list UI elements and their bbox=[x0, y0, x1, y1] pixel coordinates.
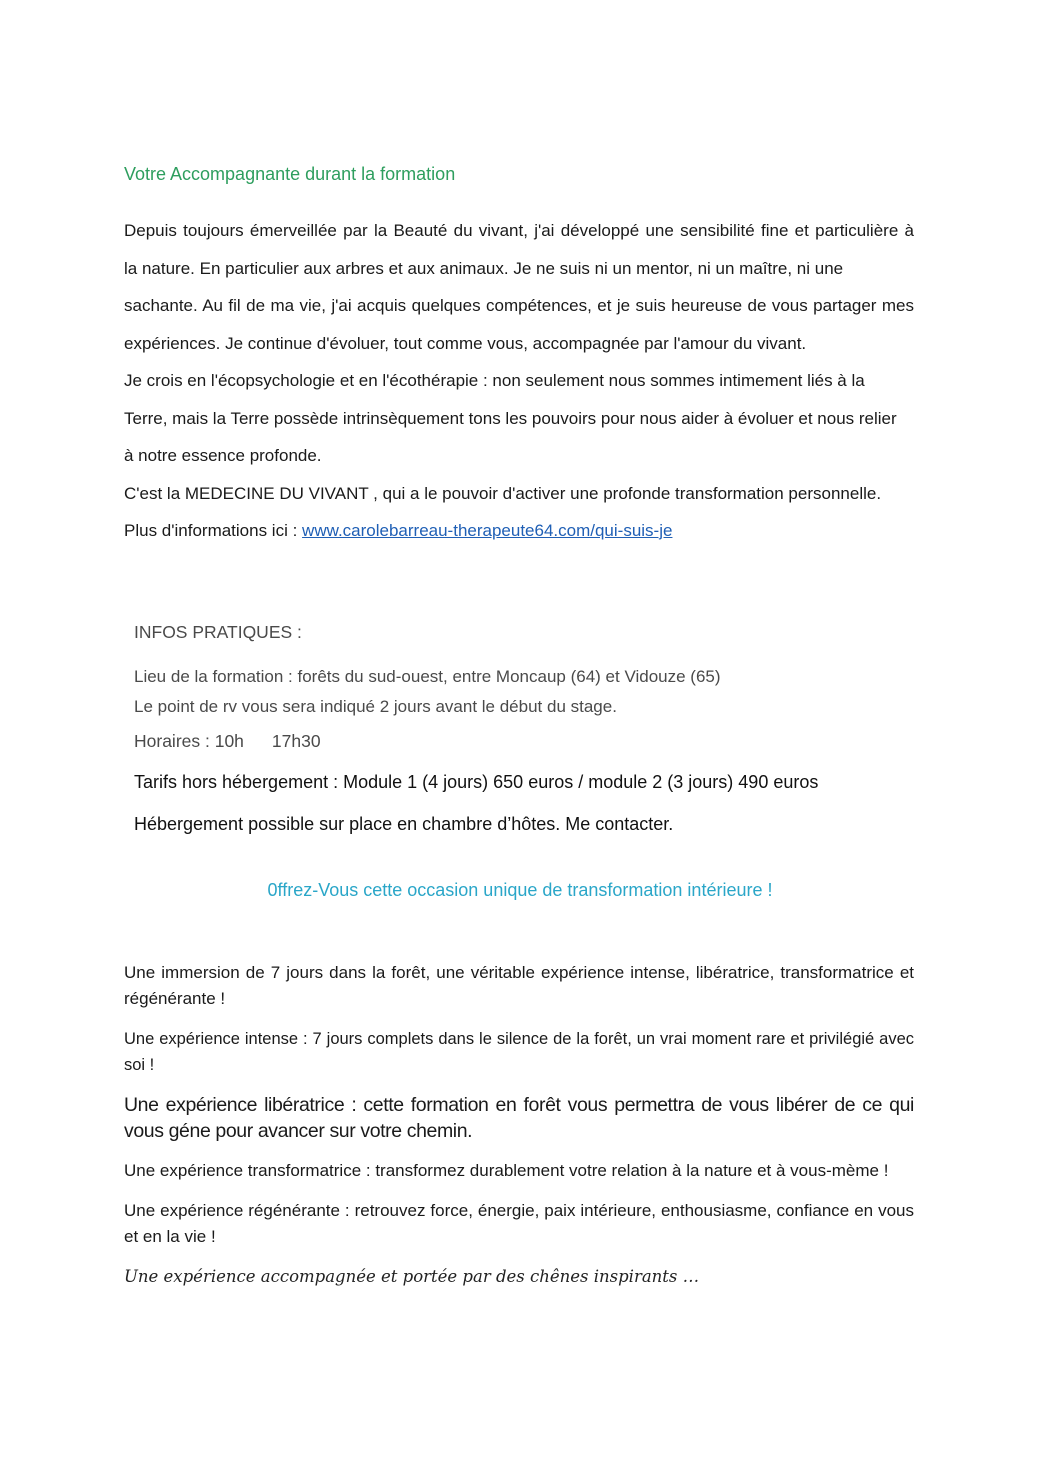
hours-end: 17h30 bbox=[271, 731, 321, 751]
bio-line: à notre essence profonde. bbox=[124, 446, 322, 465]
more-info-line bbox=[124, 512, 914, 550]
bio-line: Je crois en l'écopsychologie et en l'écothérapie : non seulement nous sommes intimement liés à la bbox=[124, 371, 865, 390]
experience-paragraph: Une expérience transformatrice : transformez durablement votre relation à la nature et à vous-mème ! bbox=[124, 1161, 889, 1180]
infos-title: INFOS PRATIQUES : bbox=[134, 622, 302, 642]
infos-location bbox=[134, 662, 834, 722]
experience-paragraph: Une expérience régénérante : retrouvez force, énergie, paix intérieure, enthousiasme, confiance en vous et en la vie ! bbox=[124, 1201, 914, 1246]
hours-start: Horaires : 10h bbox=[134, 731, 244, 751]
infos-accommodation: Hébergement possible sur place en chambre d’hôtes. Me contacter. bbox=[134, 814, 674, 834]
bio-section bbox=[124, 212, 914, 550]
bio-line: la nature. En particulier aux arbres et aux animaux. Je ne suis ni un mentor, ni un maître, ni une bbox=[124, 258, 844, 278]
experience-paragraph: Une expérience intense : 7 jours complets dans le silence de la forêt, un vrai moment rare et privilégié avec soi ! bbox=[124, 1030, 914, 1074]
offer-heading: 0ffrez-Vous cette occasion unique de transformation intérieure ! bbox=[267, 880, 773, 900]
more-info-label: Plus d'informations ici : bbox=[124, 521, 298, 540]
infos-hours bbox=[134, 731, 834, 752]
bio-line: Depuis toujours émerveillée par la Beauté du vivant, j'ai développé une sensibilité fine et particulière à bbox=[124, 221, 914, 240]
bio-line: C'est la MEDECINE DU VIVANT , qui a le pouvoir d'activer une profonde transformation personnelle. bbox=[124, 483, 882, 503]
website-link[interactable]: www.carolebarreau-therapeute64.com/qui-suis-je bbox=[302, 521, 673, 540]
bio-line: sachante. Au fil de ma vie, j'ai acquis quelques compétences, et je suis heureuse de vous partager mes bbox=[124, 296, 914, 315]
location-text: Lieu de la formation : forêts du sud-ouest, entre Moncaup (64) et Vidouze (65) bbox=[134, 667, 721, 686]
bio-line: Terre, mais la Terre possède intrinsèquement tons les pouvoirs pour nous aider à évoluer et nous relier bbox=[124, 408, 897, 428]
bio-line: expériences. Je continue d'évoluer, tout comme vous, accompagnée par l'amour du vivant. bbox=[124, 333, 807, 353]
experience-paragraph: Une immersion de 7 jours dans la forêt, une véritable expérience intense, libératrice, transformatrice et régénérante ! bbox=[124, 963, 914, 1008]
experience-paragraph: Une expérience accompagnée et portée par des chênes inspirants … bbox=[124, 1267, 700, 1286]
experience-paragraph: Une expérience libératrice : cette formation en forêt vous permettra de vous libérer de ce qui vous géne pour avancer sur votre chemin. bbox=[124, 1094, 914, 1142]
infos-pricing: Tarifs hors hébergement : Module 1 (4 jours) 650 euros / module 2 (3 jours) 490 euros bbox=[134, 772, 819, 792]
meeting-point-text: Le point de rv vous sera indiqué 2 jours avant le début du stage. bbox=[134, 697, 617, 716]
section-title: Votre Accompagnante durant la formation bbox=[124, 164, 456, 184]
